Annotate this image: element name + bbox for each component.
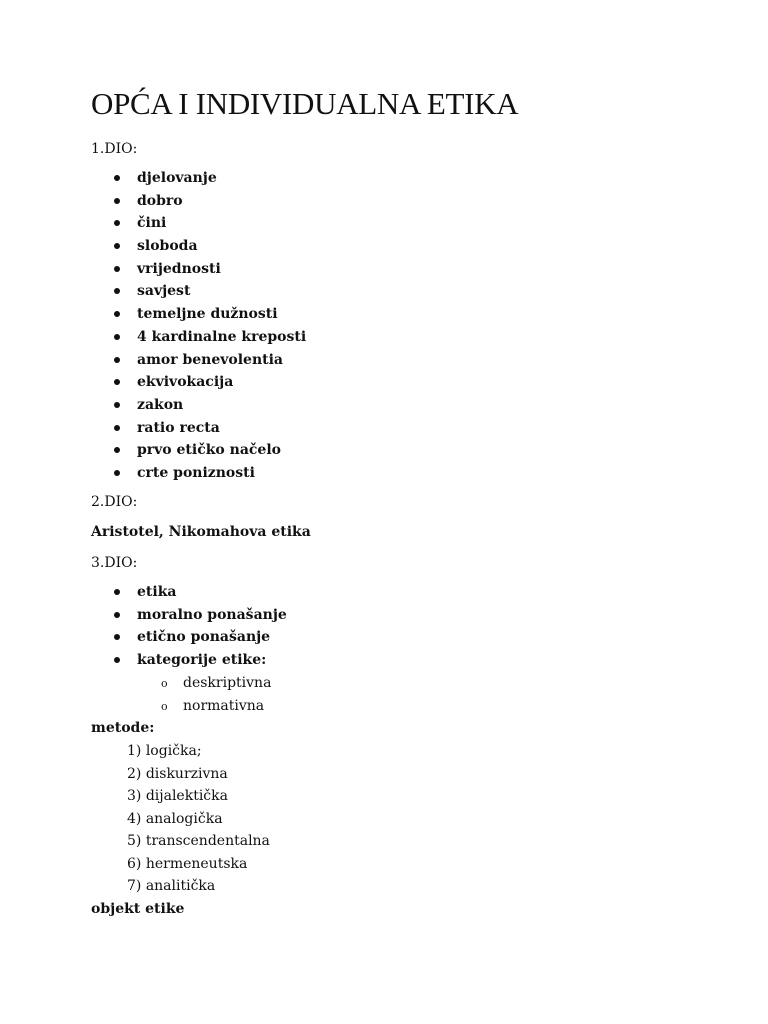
list-item-text: djelovanje: [137, 170, 217, 186]
list-item-text: 4 kardinalne kreposti: [137, 328, 307, 345]
list-item-text: temeljne dužnosti: [137, 306, 278, 323]
part3-list: [91, 581, 287, 672]
method-item: 7) analitička: [127, 878, 216, 894]
circle-bullet-icon: o: [161, 699, 168, 713]
sub-list-item: [91, 695, 271, 718]
list-item-text: ratio recta: [137, 419, 220, 436]
list-item: [91, 417, 306, 440]
list-item-text: moralno ponašanje: [137, 606, 287, 623]
list-item-text: prvo etičko načelo: [137, 442, 281, 459]
list-item-text: vrijednosti: [137, 260, 221, 277]
list-item: [91, 326, 306, 349]
sub-list-item-text: deskriptivna: [183, 675, 272, 691]
list-item: [91, 626, 287, 649]
part1-label: 1.DIO:: [91, 141, 138, 157]
part2-label: 2.DIO:: [91, 494, 138, 510]
sub-list-item-text: normativna: [183, 697, 265, 714]
list-item: [91, 235, 306, 258]
list-item-text: kategorije etike:: [137, 652, 267, 669]
list-item-text: savjest: [137, 283, 191, 300]
method-item: 1) logička;: [127, 743, 202, 759]
bullet-icon: [114, 175, 120, 181]
list-item: [91, 303, 306, 326]
bullet-icon: [114, 198, 120, 204]
sub-list-item: [91, 672, 271, 695]
bullet-icon: [114, 447, 120, 453]
list-item: [91, 462, 306, 485]
method-item: 3) dijalektička: [127, 788, 228, 804]
bullet-icon: [114, 311, 120, 317]
bullet-icon: [114, 589, 120, 595]
methods-list: [91, 740, 270, 898]
list-item-text: etika: [137, 584, 177, 600]
bullet-icon: [114, 425, 120, 431]
circle-bullet-icon: o: [161, 677, 168, 690]
bullet-icon: [114, 402, 120, 408]
list-item: [91, 371, 306, 394]
bullet-icon: [114, 379, 120, 385]
list-item-text: etično ponašanje: [137, 629, 271, 646]
bullet-icon: [114, 288, 120, 294]
list-item-text: ekvivokacija: [137, 374, 234, 391]
bullet-icon: [114, 470, 120, 476]
list-item: [91, 167, 306, 190]
document-title: OPĆA I INDIVIDUALNA ETIKA: [91, 86, 519, 121]
bullet-icon: [114, 334, 120, 340]
method-item: 6) hermeneutska: [127, 855, 248, 872]
part1-list: [91, 167, 306, 485]
methods-label: metode:: [91, 720, 155, 736]
bullet-icon: [114, 634, 120, 640]
list-item: [91, 394, 306, 417]
list-item: [91, 439, 306, 462]
bullet-icon: [114, 612, 120, 618]
bullet-icon: [114, 357, 120, 363]
list-item-text: amor benevolentia: [137, 351, 283, 368]
list-item: [91, 280, 306, 303]
list-item-text: čini: [137, 215, 167, 232]
method-item: 4) analogička: [127, 810, 223, 827]
method-item: 2) diskurzivna: [127, 765, 228, 782]
list-item: [91, 212, 306, 235]
bullet-icon: [114, 657, 120, 663]
list-item: [91, 604, 287, 627]
list-item-text: zakon: [137, 396, 184, 413]
list-item: [91, 349, 306, 372]
bullet-icon: [114, 243, 120, 249]
bullet-icon: [114, 220, 120, 226]
part3-sublist: [91, 672, 271, 717]
list-item: [91, 649, 287, 672]
part3-label: 3.DIO:: [91, 555, 138, 571]
list-item-text: crte poniznosti: [137, 464, 255, 481]
method-item: 5) transcendentalna: [127, 833, 270, 849]
closing-heading: objekt etike: [91, 901, 185, 917]
bullet-icon: [114, 266, 120, 272]
list-item: [91, 581, 287, 604]
list-item-text: sloboda: [137, 238, 198, 255]
list-item: [91, 190, 306, 213]
list-item: [91, 258, 306, 281]
list-item-text: dobro: [137, 192, 183, 209]
part2-text: Aristotel, Nikomahova etika: [91, 524, 311, 540]
